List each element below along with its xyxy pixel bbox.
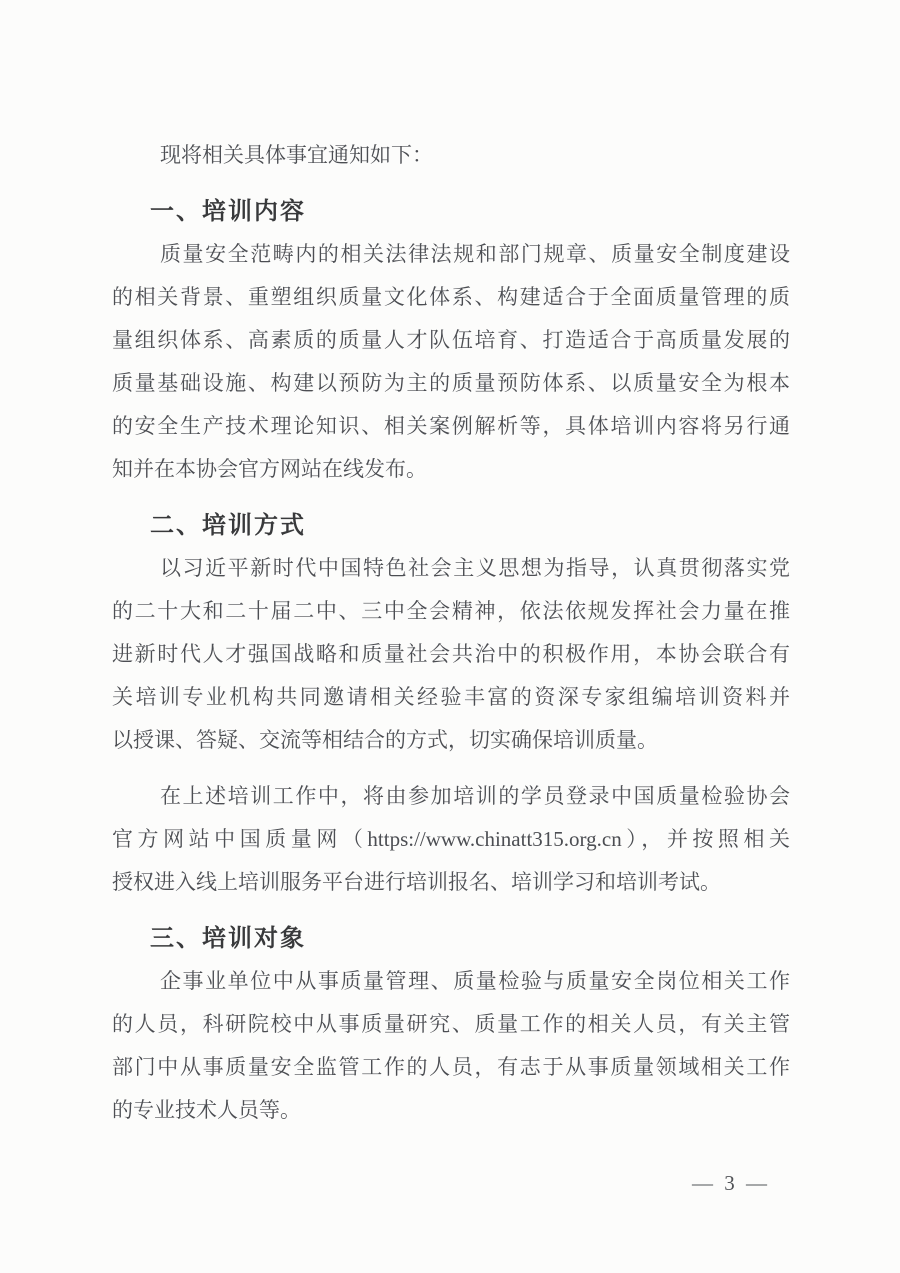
text-line: 的人员，科研院校中从事质量研究、质量工作的相关人员，有关主管 (112, 1012, 790, 1036)
paragraph (112, 960, 790, 1132)
paragraph (112, 134, 790, 177)
text-line: 的二十大和二十届二中、三中全会精神，依法依规发挥社会力量在推 (112, 599, 790, 623)
text-line: 的专业技术人员等。 (112, 1098, 301, 1122)
text-line: 的相关背景、重塑组织质量文化体系、构建适合于全面质量管理的质 (112, 285, 790, 309)
paragraph (112, 547, 790, 762)
text-line: 关培训专业机构共同邀请相关经验丰富的资深专家组编培训资料并 (112, 685, 790, 709)
text-line: 现将相关具体事宜通知如下： (160, 143, 433, 167)
text-line: 以授课、答疑、交流等相结合的方式，切实确保培训质量。 (112, 728, 658, 752)
page-number: — 3 — (692, 1171, 770, 1195)
section-heading: 三、培训对象 (150, 925, 306, 952)
text-line: 进新时代人才强国战略和质量社会共治中的积极作用，本协会联合有 (112, 642, 790, 666)
text-line: 量组织体系、高素质的质量人才队伍培育、打造适合于高质量发展的 (112, 328, 790, 352)
text-line: 以习近平新时代中国特色社会主义思想为指导，认真贯彻落实党 (160, 556, 790, 580)
text-line: 质量基础设施、构建以预防为主的质量预防体系、以质量安全为根本 (112, 371, 790, 395)
text-line: 质量安全范畴内的相关法律法规和部门规章、质量安全制度建设 (160, 242, 790, 266)
text-line: 的安全生产技术理论知识、相关案例解析等，具体培训内容将另行通 (112, 414, 790, 438)
section-heading: 一、培训内容 (150, 198, 306, 225)
paragraph (112, 775, 790, 904)
text-line: 在上述培训工作中，将由参加培训的学员登录中国质量检验协会 (160, 784, 790, 808)
text-line: 知并在本协会官方网站在线发布。 (112, 457, 427, 481)
text-line: 企事业单位中从事质量管理、质量检验与质量安全岗位相关工作 (160, 969, 790, 993)
paragraph (112, 233, 790, 491)
text-line: 部门中从事质量安全监管工作的人员，有志于从事质量领域相关工作 (112, 1055, 790, 1079)
text-line: 官方网站中国质量网（https://www.chinatt315.org.cn），并按照相关 (112, 827, 790, 851)
section-heading: 二、培训方式 (150, 512, 306, 539)
document-body (112, 134, 790, 1145)
text-line: 授权进入线上培训服务平台进行培训报名、培训学习和培训考试。 (112, 870, 721, 894)
